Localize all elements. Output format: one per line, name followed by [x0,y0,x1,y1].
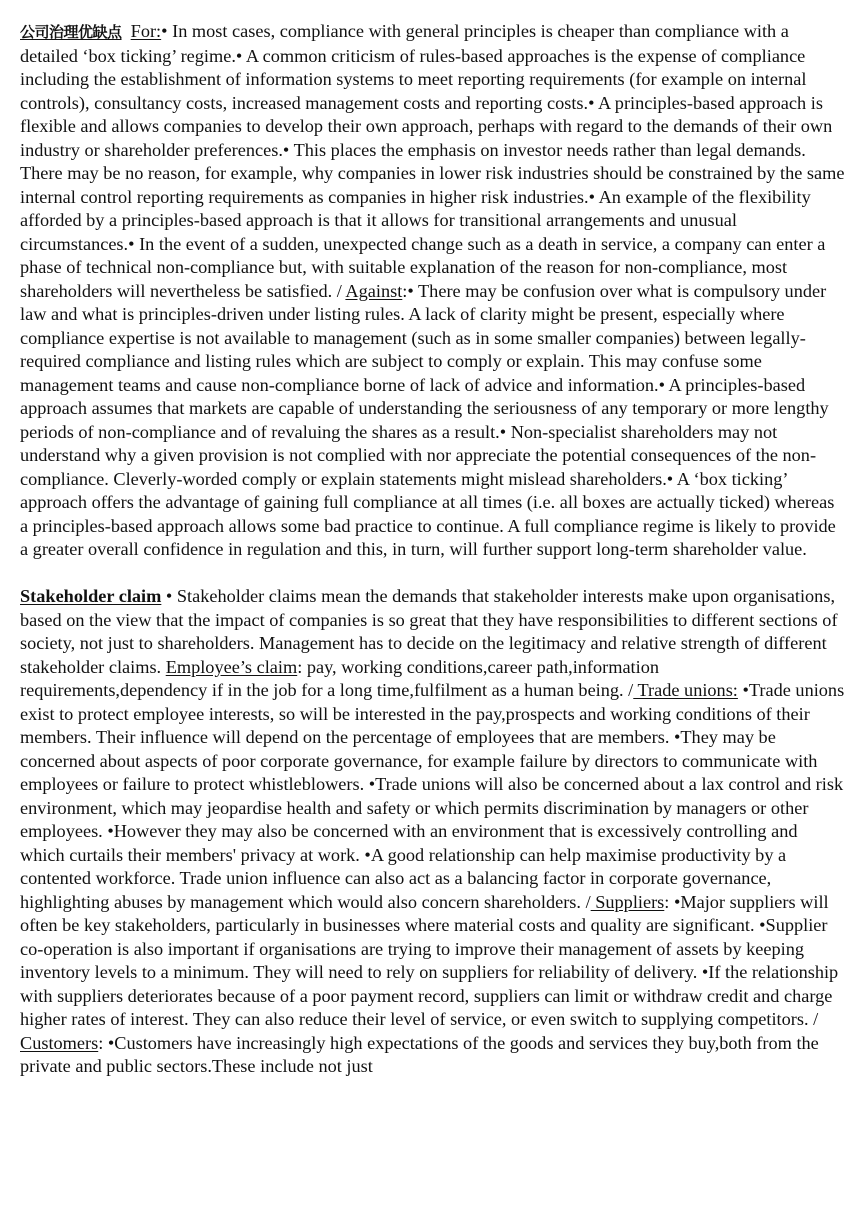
employee-label: Employee’s claim [165,656,298,677]
stakeholder-heading: Stakeholder claim [20,586,162,606]
suppliers-label: Suppliers [590,891,665,912]
paragraph-gap [20,562,845,586]
trade-unions-label: Trade unions: [633,680,738,700]
trade-unions-text: •Trade unions exist to protect employee interests, so will be interested in the pay,prospects and working conditions of their members. Their influence will depend on the percentage of employees that are members. •They may be concerned about aspects of poor corporate governance, for example failure by directors to communicate with employees or failure to protect whistleblowers. •Trade unions will also be concerned about a lax control and risk environment, which may jeopardise health and safety or which permits discrimination by managers or other employees. •However they may also be concerned with an environment that is excessively controlling and which curtails their members' privacy at work. •A good relationship can help maximise productivity by a contented workforce. Trade union influence can also act as a balancing factor in corporate governance, highlighting abuses by management which would also concern shareholders. / [20,680,845,912]
governance-heading: 公司治理优缺点 [20,23,122,41]
for-label: For: [130,21,162,41]
stakeholder-paragraph [20,585,845,1079]
customers-text: : •Customers have increasingly high expectations of the goods and services they buy,both from the private and public sectors.These include not just [20,1032,819,1076]
employee-text: : pay, working conditions,career path,information requirements,dependency if in the job for a long time,fulfilment as a human being. / [20,656,659,700]
governance-paragraph [20,20,845,562]
document-page [20,20,845,1079]
for-text: • In most cases, compliance with general principles is cheaper than compliance with a detailed ‘box ticking’ regime.• A common criticism of rules-based approaches is the expense of compliance including the establishment of information systems to meet reporting requirements (for example on internal controls), consultancy costs, increased management costs and reporting costs.• A principles-based approach is flexible and allows companies to develop their own approach, perhaps with regard to the demands of their own industry or shareholder preferences.• This places the emphasis on investor needs rather than legal demands. There may be no reason, for example, why companies in lower risk industries should be constrained by the same internal control reporting requirements as companies in higher risk industries.• An example of the flexibility afforded by a principles-based approach is that it allows for transitional arrangements and unusual circumstances.• In the event of a sudden, unexpected change such as a death in service, a company can enter a phase of technical non-compliance but, with suitable explanation of the reason for non-compliance, most shareholders will nevertheless be satisfied. / [20,21,845,301]
stakeholder-intro: • Stakeholder claims mean the demands that stakeholder interests make upon organisations, based on the view that the impact of companies is so great that they have responsibilities to different sections of society, not just to shareholders. Management has to decide on the legitimacy and relative strength of different stakeholder claims. [20,586,838,677]
customers-label: Customers [20,1032,99,1053]
suppliers-text: : •Major suppliers will often be key stakeholders, particularly in businesses where material costs and quality are significant. •Supplier co-operation is also important if organisations are trying to improve their management of assets by keeping inventory levels to a minimum. They will need to rely on suppliers for reliability of delivery. •If the relationship with suppliers deteriorates because of a poor payment record, suppliers can limit or withdraw credit and charge higher rates of interest. They can also reduce their level of service, or even switch to supplying competitors. / [20,891,839,1029]
against-label: Against [345,280,403,301]
against-text: :• There may be confusion over what is compulsory under law and what is principles-driven under listing rules. A lack of clarity might be present, especially where compliance expertise is not available to management (such as in some smaller companies) between legally-required compliance and listing rules which are subject to comply or explain. This may confuse some management teams and cause non-compliance borne of lack of advice and information.• A principles-based approach assumes that markets are capable of understanding the seriousness of any temporary or more lengthy periods of non-compliance and of revaluing the shares as a result.• Non-specialist shareholders may not understand why a given provision is not complied with nor appreciate the potential consequences of the non-compliance. Cleverly-worded comply or explain statements might mislead shareholders.• A ‘box ticking’ approach offers the advantage of gaining full compliance at all times (i.e. all boxes are actually ticked) whereas a principles-based approach allows some bad practice to continue. A full compliance regime is likely to provide a greater overall confidence in regulation and this, in turn, will further support long-term shareholder value. [20,280,836,559]
